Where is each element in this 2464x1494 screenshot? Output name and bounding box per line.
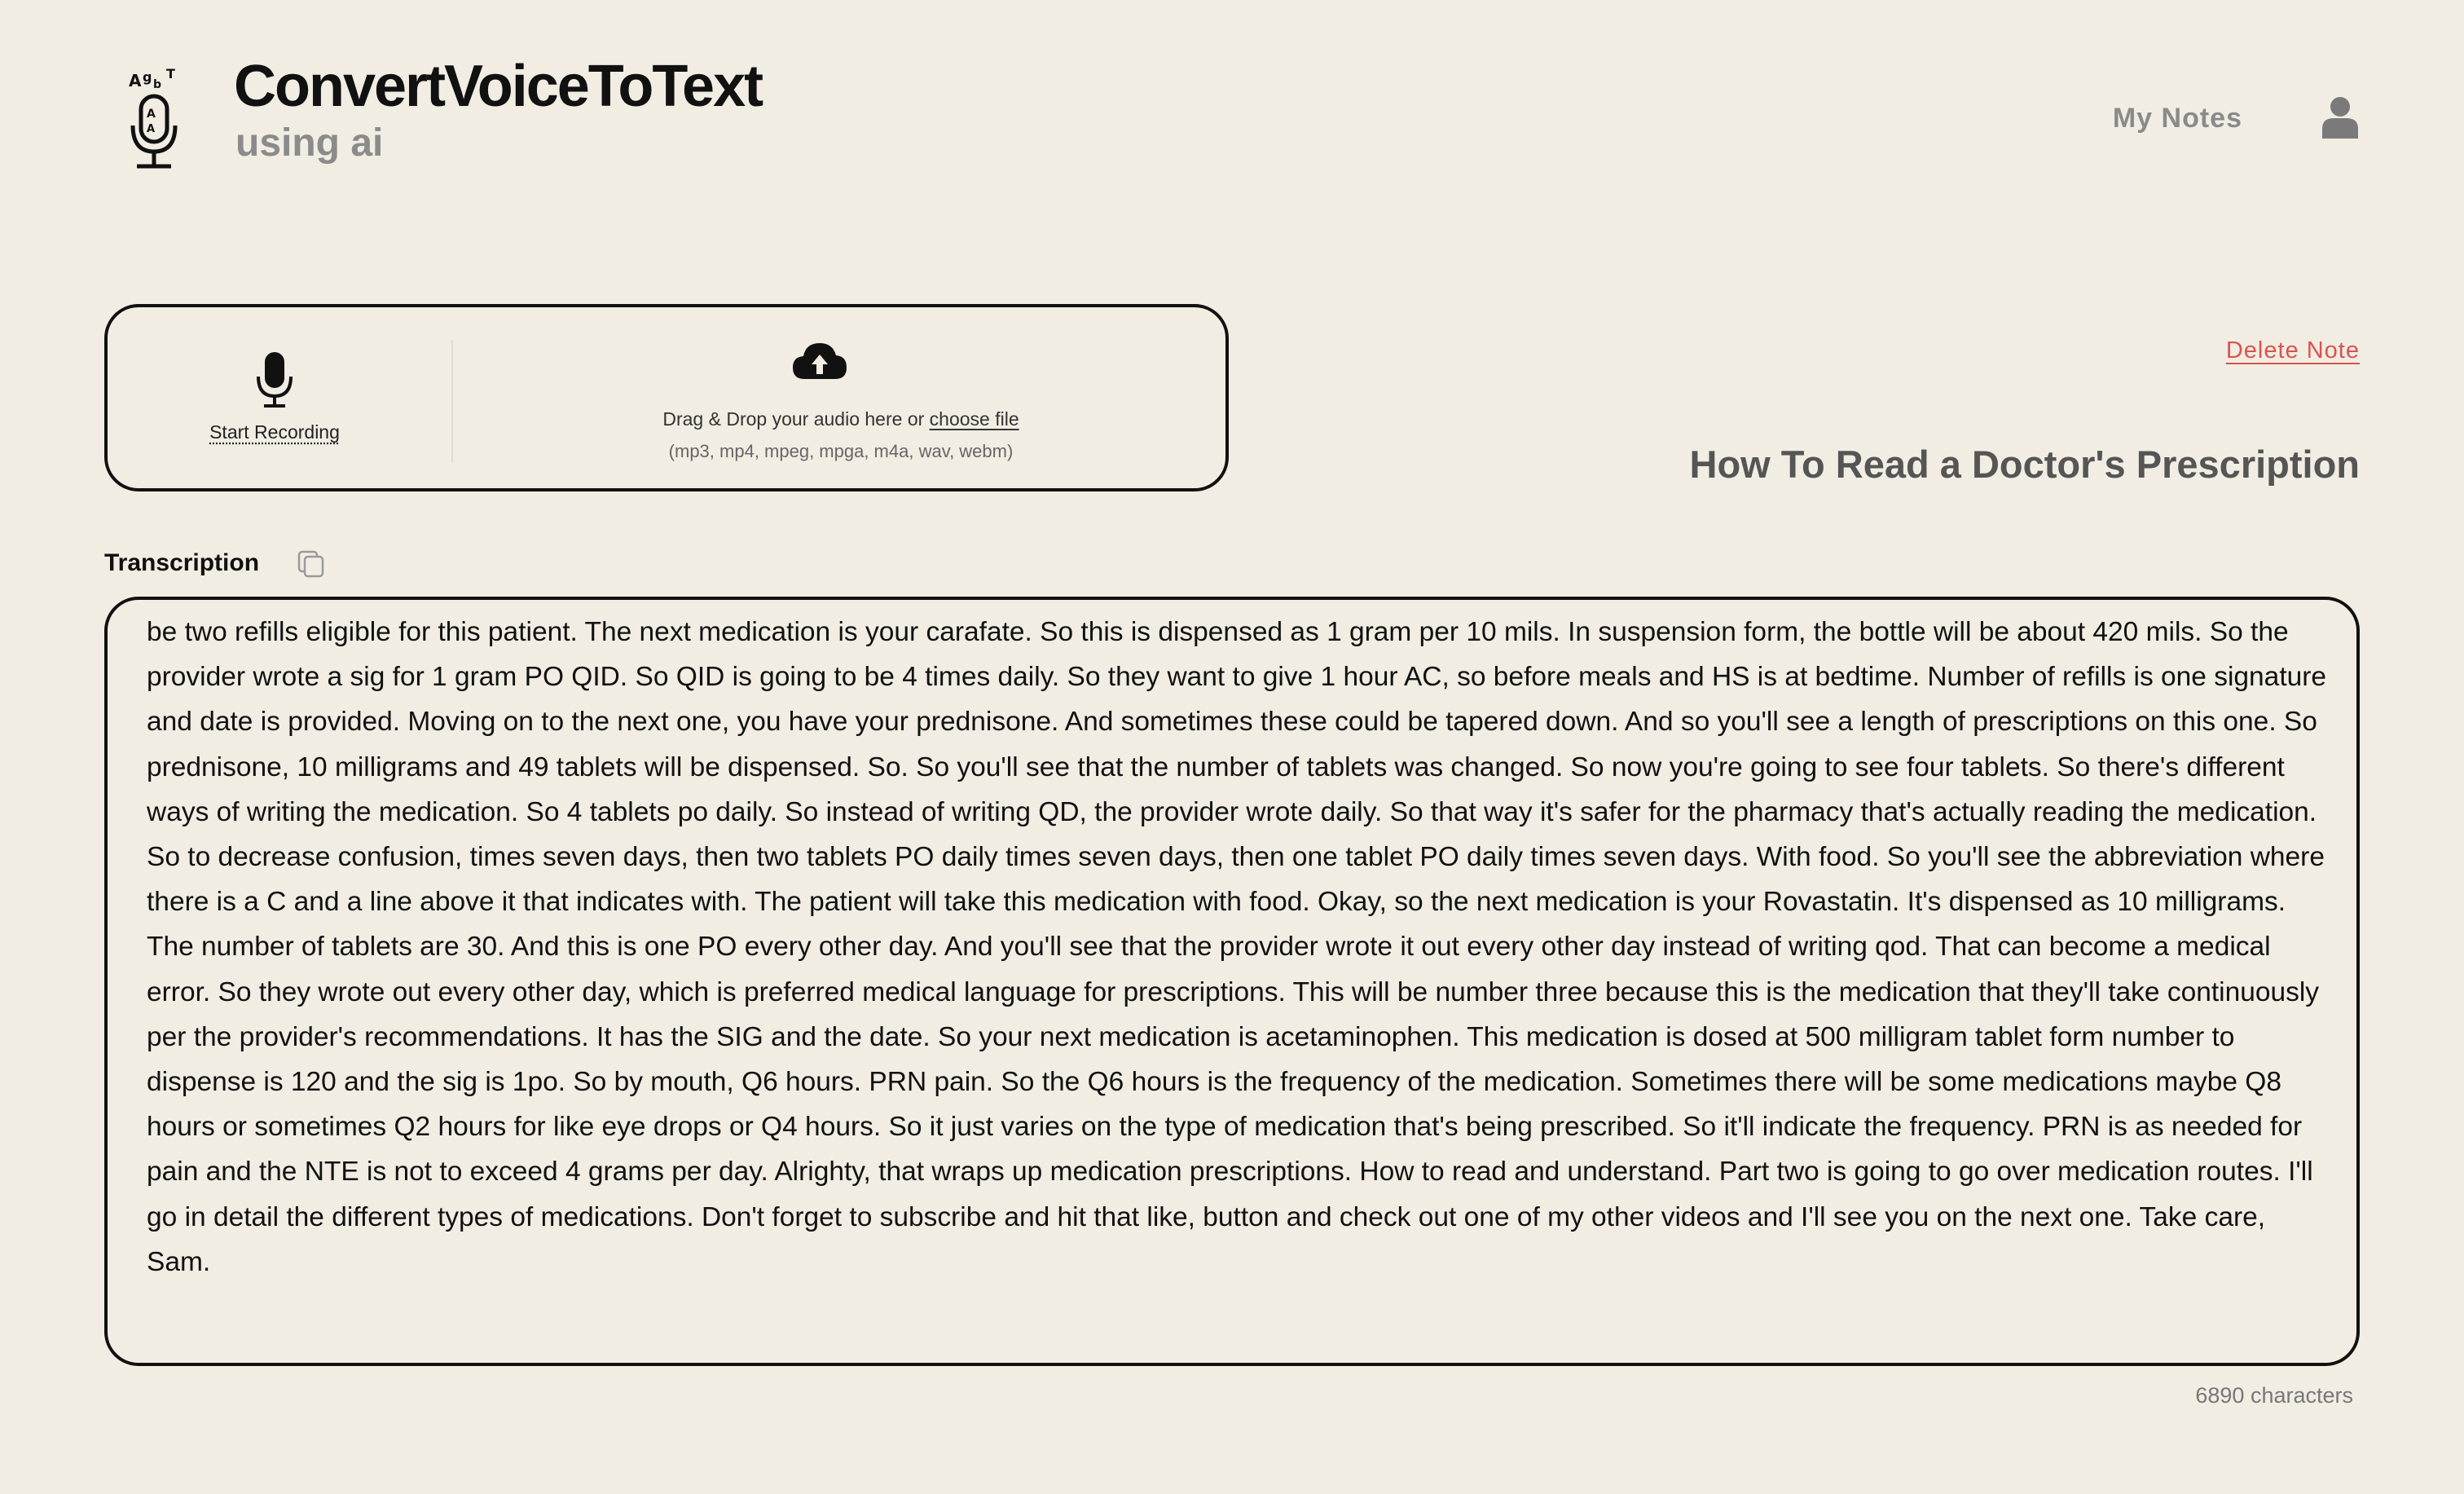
- character-count: 6890 characters: [2195, 1383, 2353, 1408]
- delete-note-link[interactable]: Delete Note: [2225, 337, 2360, 364]
- transcription-text[interactable]: be two refills eligible for this patient. The next medication is your carafate. So this is dispensed as 1 gram per 10 mils. In suspension form, the bottle will be about 420 mils. So the provider wrote a sig for 1 gram PO QID. So QID is going to be 4 times daily. So they want to give 1 hour AC, so before meals and HS is at bedtime. Number of refills is one signature and date is provided. Moving on to the next one, you have your prednisone. And sometimes these could be tapered down. And so you'll see a length of prescriptions on this one. So prednisone, 10 milligrams and 49 tablets will be dispensed. So. So you'll see that the number of tablets was changed. So now you're going to see four tablets. So there's different ways of writing the medication. So 4 tablets po daily. So instead of writing QD, the provider wrote daily. So that way it's safer for the pharmacy that's actually reading the medication. So to decrease confusion, times seven days, then two tablets PO daily times seven days, then one tablet PO daily times seven days. With food. So you'll see the abbreviation where there is a C and a line above it that indicates with. The patient will take this medication with food. Okay, so the next medication is your Rovastatin. It's dispensed as 10 milligrams. The number of tablets are 30. And this is one PO every other day. And you'll see that the provider wrote it out every other day instead of writing qod. That can become a medical error. So they wrote out every other day, which is preferred medical language for prescriptions. This will be number three because this is the medication that they'll take continuously per the provider's recommendations. It has the SIG and the date. So your next medication is acetaminophen. This medication is dosed at 500 milligram tablet form number to dispense is 120 and the sig is 1po. So by mouth, Q6 hours. PRN pain. So the Q6 hours is the frequency of the medication. Sometimes there will be some medications maybe Q8 hours or sometimes Q2 hours for like eye drops or Q4 hours. So it just varies on the type of medication that's being prescribed. So it'll indicate the frequency. PRN is as needed for pain and the NTE is not to exceed 4 grams per day. Alrighty, that wraps up medication prescriptions. How to read and understand. Part two is going to go over medication routes. I'll go in detail the different types of medications. Don't forget to subscribe and hit that like, button and check out one of my other videos and I'll see you on the next one. Take care, Sam.: [147, 617, 2327, 1277]
- drop-instructions: [453, 408, 1229, 430]
- microphone-icon: [256, 352, 293, 408]
- audio-input-panel: [104, 304, 1229, 491]
- svg-text:b: b: [153, 78, 162, 91]
- note-title[interactable]: How To Read a Doctor's Prescription: [1689, 443, 2360, 486]
- copy-icon[interactable]: [297, 549, 326, 579]
- svg-text:A: A: [147, 123, 156, 135]
- transcription-label: Transcription: [104, 549, 260, 576]
- logo-microphone-icon: [129, 67, 187, 171]
- svg-text:g: g: [143, 69, 152, 85]
- my-notes-link[interactable]: My Notes: [2112, 103, 2242, 134]
- svg-text:A: A: [129, 71, 142, 90]
- supported-formats: (mp3, mp4, mpeg, mpga, m4a, wav, webm): [668, 441, 1014, 461]
- user-icon[interactable]: [2322, 96, 2358, 139]
- transcription-textarea[interactable]: [104, 597, 2360, 1366]
- brand-subtitle: using ai: [235, 121, 384, 165]
- start-recording-label[interactable]: Start Recording: [209, 421, 340, 443]
- drop-text: Drag & Drop your audio here or: [662, 408, 930, 430]
- svg-text:A: A: [147, 108, 156, 121]
- start-recording-button[interactable]: [108, 307, 450, 488]
- svg-text:T: T: [166, 67, 175, 82]
- brand-title[interactable]: ConvertVoiceToText: [234, 54, 763, 119]
- cloud-upload-icon: [791, 340, 848, 381]
- choose-file-link[interactable]: choose file: [929, 408, 1019, 430]
- file-drop-zone[interactable]: [453, 307, 1229, 488]
